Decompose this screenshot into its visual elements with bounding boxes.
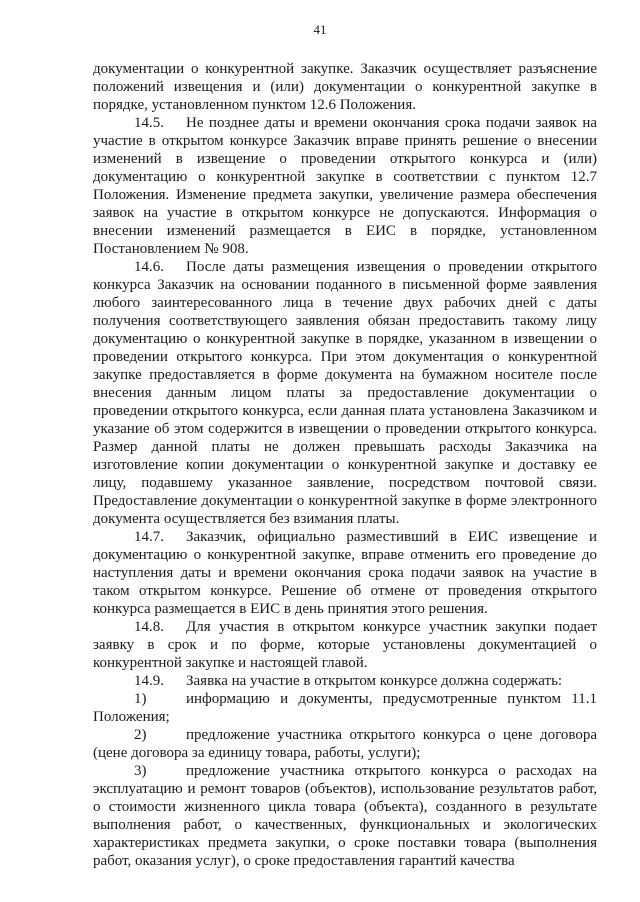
list-number: 1) bbox=[134, 691, 147, 707]
list-item-text: предложение участника открытого конкурса о расходах на эксплуатацию и ремонт товаров (объектов), использование результатов работ, о стоимости жизненного цикла товара (объекта), созданного в результате выполнения работ, о качественных, функциональных и экологических характеристиках предмета закупки, о сроке поставки товара (выполнения работ, оказания услуг), о сроке предоставления гарантий качества bbox=[93, 763, 597, 869]
clause-number: 14.5. bbox=[134, 115, 164, 131]
paragraph-14-8 bbox=[93, 618, 597, 672]
paragraph-text: Для участия в открытом конкурсе участник закупки подает заявку в срок и по форме, которые установлены документацией о конкурентной закупке и настоящей главой. bbox=[93, 619, 597, 671]
paragraph-continuation bbox=[93, 60, 597, 114]
paragraph-text: Заявка на участие в открытом конкурсе должна содержать: bbox=[186, 673, 563, 689]
list-item-1 bbox=[93, 690, 597, 726]
clause-number: 14.9. bbox=[134, 673, 164, 689]
paragraph-text: документации о конкурентной закупке. Заказчик осуществляет разъяснение положений извещения и (или) документации о конкурентной закупке в порядке, установленном пунктом 12.6 Положения. bbox=[93, 61, 597, 113]
list-item-text: предложение участника открытого конкурса о цене договора (цене договора за единицу товара, работы, услуги); bbox=[93, 727, 597, 761]
paragraph-text: Не позднее даты и времени окончания срока подачи заявок на участие в открытом конкурсе Заказчик вправе принять решение о внесении изменений в извещение о проведении открытого конкурса и (или) документацию о конкурентной закупке в соответствии с пунктом 12.7 Положения. Изменение предмета закупки, увеличение размера обеспечения заявок на участие в открытом конкурсе не допускаются. Информация о внесении изменений размещается в ЕИС в порядке, установленном Постановлением № 908. bbox=[93, 115, 597, 257]
paragraph-14-5 bbox=[93, 114, 597, 258]
clause-number: 14.7. bbox=[134, 529, 164, 545]
list-item-text: информацию и документы, предусмотренные пунктом 11.1 Положения; bbox=[93, 691, 597, 725]
document-body bbox=[93, 60, 597, 870]
paragraph-text: Заказчик, официально разместивший в ЕИС извещение и документацию о конкурентной закупке, вправе отменить его проведение до наступления даты и времени окончания срока подачи заявок на участие в таком открытом конкурсе. Решение об отмене от проведения открытого конкурса размещается в ЕИС в день принятия этого решения. bbox=[93, 529, 597, 617]
clause-number: 14.6. bbox=[134, 259, 164, 275]
list-number: 3) bbox=[134, 763, 147, 779]
clause-number: 14.8. bbox=[134, 619, 164, 635]
paragraph-14-7 bbox=[93, 528, 597, 618]
page-number: 41 bbox=[313, 22, 327, 37]
paragraph-14-9 bbox=[93, 672, 597, 690]
list-item-3 bbox=[93, 762, 597, 870]
list-item-2 bbox=[93, 726, 597, 762]
paragraph-14-6 bbox=[93, 258, 597, 528]
paragraph-text: После даты размещения извещения о проведении открытого конкурса Заказчик на основании поданного в письменной форме заявления любого заинтересованного лица в течение двух рабочих дней с даты получения соответствующего заявления обязан предоставить такому лицу документацию о конкурентной закупке в порядке, указанном в извещении о проведении открытого конкурса. При этом документация о конкурентной закупке предоставляется в форме документа на бумажном носителе после внесения данным лицом платы за предоставление документации о проведении открытого конкурса, если данная плата установлена Заказчиком и указание об этом содержится в извещении о проведении открытого конкурса. Размер данной платы не должен превышать расходы Заказчика на изготовление копии документации о конкурентной закупке и доставку ее лицу, подавшему указанное заявление, посредством почтовой связи. Предоставление документации о конкурентной закупке в форме электронного документа осуществляется без взимания платы. bbox=[93, 259, 597, 527]
list-number: 2) bbox=[134, 727, 147, 743]
